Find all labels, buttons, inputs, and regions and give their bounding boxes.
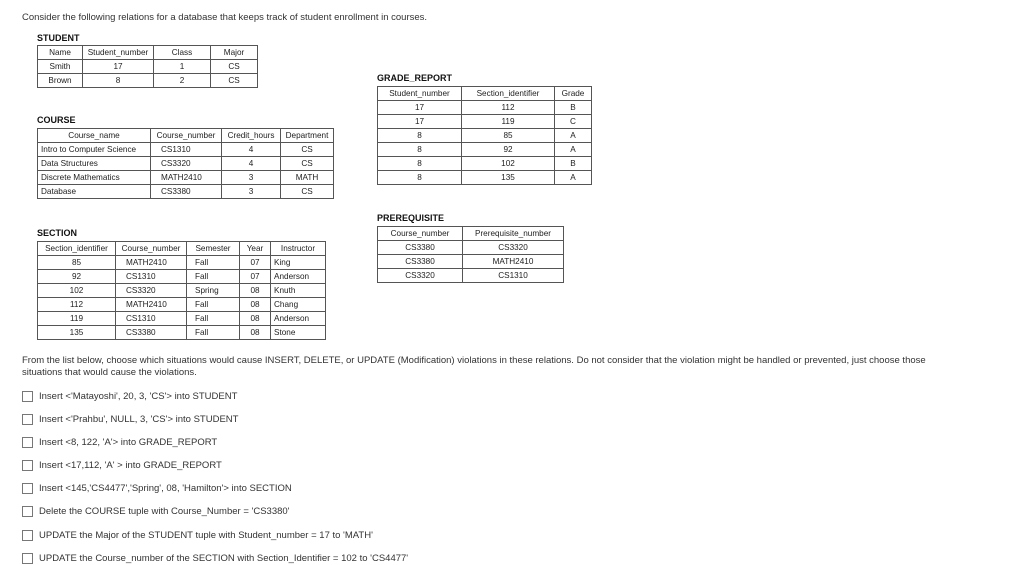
- course-table-title: COURSE: [37, 115, 76, 125]
- table-row: [378, 129, 592, 143]
- option-label: Insert <'Matayoshi', 20, 3, 'CS'> into STUDENT: [39, 390, 238, 402]
- table-cell: King: [271, 256, 326, 270]
- table-cell: 08: [240, 284, 271, 298]
- table-cell: Chang: [271, 298, 326, 312]
- table-cell: 08: [240, 326, 271, 340]
- table-row: [378, 101, 592, 115]
- column-header: Grade: [555, 87, 592, 101]
- table-cell: CS: [281, 185, 334, 199]
- table-cell: 17: [378, 101, 462, 115]
- table-cell: CS1310: [463, 269, 564, 283]
- table-cell: 4: [222, 157, 281, 171]
- column-header: Course_number: [378, 227, 463, 241]
- table-cell: 17: [378, 115, 462, 129]
- table-row: [38, 256, 326, 270]
- table-row: [378, 115, 592, 129]
- table-cell: Data Structures: [38, 157, 151, 171]
- student-table-title: STUDENT: [37, 33, 80, 43]
- table-row: [378, 157, 592, 171]
- table-cell: Fall: [187, 270, 240, 284]
- table-cell: CS: [211, 74, 258, 88]
- table-row: [38, 284, 326, 298]
- option-item[interactable]: [22, 504, 289, 518]
- option-label: Delete the COURSE tuple with Course_Number = 'CS3380': [39, 505, 290, 517]
- table-cell: A: [555, 171, 592, 185]
- table-cell: 1: [154, 60, 211, 74]
- column-header: Year: [240, 242, 271, 256]
- table-cell: CS: [281, 157, 334, 171]
- table-cell: 07: [240, 256, 271, 270]
- option-label: Insert <145,'CS4477','Spring', 08, 'Hamilton'> into SECTION: [39, 482, 292, 494]
- table-row: [38, 326, 326, 340]
- table-cell: CS3380: [116, 326, 187, 340]
- table-row: [38, 270, 326, 284]
- column-header: Major: [211, 46, 258, 60]
- table-cell: 102: [462, 157, 555, 171]
- table-cell: CS3320: [378, 269, 463, 283]
- option-label: Insert <17,112, 'A' > into GRADE_REPORT: [39, 459, 222, 471]
- column-header: Department: [281, 129, 334, 143]
- table-cell: Fall: [187, 298, 240, 312]
- table-cell: MATH2410: [116, 298, 187, 312]
- table-cell: CS1310: [151, 143, 222, 157]
- table-cell: 07: [240, 270, 271, 284]
- table-cell: 2: [154, 74, 211, 88]
- table-cell: Intro to Computer Science: [38, 143, 151, 157]
- table-row: [38, 298, 326, 312]
- table-cell: CS3380: [378, 255, 463, 269]
- course-table: [37, 128, 334, 199]
- option-item[interactable]: [22, 551, 408, 565]
- checkbox[interactable]: [22, 391, 33, 402]
- column-header: Semester: [187, 242, 240, 256]
- table-cell: 08: [240, 298, 271, 312]
- table-cell: 17: [83, 60, 154, 74]
- table-cell: 85: [462, 129, 555, 143]
- table-row: [38, 312, 326, 326]
- column-header: Section_identifier: [38, 242, 116, 256]
- table-row: [38, 143, 334, 157]
- table-cell: 92: [38, 270, 116, 284]
- table-cell: CS1310: [116, 312, 187, 326]
- checkbox[interactable]: [22, 530, 33, 541]
- table-cell: 92: [462, 143, 555, 157]
- table-cell: 08: [240, 312, 271, 326]
- column-header: Course_number: [116, 242, 187, 256]
- table-cell: Fall: [187, 312, 240, 326]
- table-cell: MATH2410: [151, 171, 222, 185]
- table-row: [378, 143, 592, 157]
- table-cell: MATH: [281, 171, 334, 185]
- table-cell: MATH2410: [463, 255, 564, 269]
- checkbox[interactable]: [22, 414, 33, 425]
- section-table: [37, 241, 326, 340]
- column-header: Class: [154, 46, 211, 60]
- checkbox[interactable]: [22, 460, 33, 471]
- option-item[interactable]: [22, 435, 217, 449]
- column-header: Section_identifier: [462, 87, 555, 101]
- table-cell: Database: [38, 185, 151, 199]
- table-cell: Brown: [38, 74, 83, 88]
- table-cell: Anderson: [271, 312, 326, 326]
- column-header: Name: [38, 46, 83, 60]
- table-cell: 85: [38, 256, 116, 270]
- table-cell: B: [555, 157, 592, 171]
- table-cell: CS3320: [116, 284, 187, 298]
- table-cell: 8: [378, 171, 462, 185]
- option-item[interactable]: [22, 458, 222, 472]
- student-table: [37, 45, 258, 88]
- option-item[interactable]: [22, 412, 238, 426]
- table-cell: Spring: [187, 284, 240, 298]
- table-cell: MATH2410: [116, 256, 187, 270]
- column-header: Student_number: [378, 87, 462, 101]
- table-cell: A: [555, 143, 592, 157]
- table-cell: 4: [222, 143, 281, 157]
- table-cell: 119: [38, 312, 116, 326]
- table-cell: Smith: [38, 60, 83, 74]
- table-cell: 135: [38, 326, 116, 340]
- table-cell: 8: [83, 74, 154, 88]
- column-header: Student_number: [83, 46, 154, 60]
- table-cell: 135: [462, 171, 555, 185]
- prerequisite-table-title: PREREQUISITE: [377, 213, 445, 223]
- table-cell: CS3380: [378, 241, 463, 255]
- table-cell: Fall: [187, 256, 240, 270]
- option-label: Insert <8, 122, 'A'> into GRADE_REPORT: [39, 436, 218, 448]
- table-cell: 112: [38, 298, 116, 312]
- checkbox[interactable]: [22, 483, 33, 494]
- option-item[interactable]: [22, 481, 292, 495]
- column-header: Course_name: [38, 129, 151, 143]
- table-cell: Discrete Mathematics: [38, 171, 151, 185]
- table-row: [38, 60, 258, 74]
- table-cell: 8: [378, 157, 462, 171]
- table-row: [38, 74, 258, 88]
- table-cell: A: [555, 129, 592, 143]
- checkbox[interactable]: [22, 506, 33, 517]
- column-header: Credit_hours: [222, 129, 281, 143]
- table-row: [38, 185, 334, 199]
- option-item[interactable]: [22, 528, 373, 542]
- table-cell: Knuth: [271, 284, 326, 298]
- column-header: Instructor: [271, 242, 326, 256]
- table-row: [38, 157, 334, 171]
- column-header: Course_number: [151, 129, 222, 143]
- question-text: From the list below, choose which situations would cause INSERT, DELETE, or UPDATE (Modification) violations in these relations. Do not consider that the violation might be handled or prevented, just choose those situations that would cause the violations.: [22, 355, 926, 378]
- prerequisite-table: [377, 226, 564, 283]
- table-cell: 3: [222, 185, 281, 199]
- option-label: Insert <'Prahbu', NULL, 3, 'CS'> into STUDENT: [39, 413, 239, 425]
- column-header: Prerequisite_number: [463, 227, 564, 241]
- table-cell: 3: [222, 171, 281, 185]
- table-row: [378, 269, 564, 283]
- table-cell: 102: [38, 284, 116, 298]
- table-cell: Anderson: [271, 270, 326, 284]
- table-cell: Fall: [187, 326, 240, 340]
- table-cell: 8: [378, 129, 462, 143]
- table-cell: 112: [462, 101, 555, 115]
- table-cell: 119: [462, 115, 555, 129]
- option-label: UPDATE the Course_number of the SECTION with Section_Identifier = 102 to 'CS4477': [39, 552, 409, 564]
- grade-report-table: [377, 86, 592, 185]
- checkbox[interactable]: [22, 437, 33, 448]
- table-row: [38, 171, 334, 185]
- intro-text: Consider the following relations for a database that keeps track of student enrollment in courses.: [22, 12, 428, 23]
- table-cell: CS1310: [116, 270, 187, 284]
- table-cell: C: [555, 115, 592, 129]
- section-table-title: SECTION: [37, 228, 78, 238]
- table-row: [378, 255, 564, 269]
- option-label: UPDATE the Major of the STUDENT tuple with Student_number = 17 to 'MATH': [39, 529, 373, 541]
- option-item[interactable]: [22, 389, 237, 403]
- table-cell: 8: [378, 143, 462, 157]
- table-cell: B: [555, 101, 592, 115]
- table-cell: CS3380: [151, 185, 222, 199]
- table-cell: CS: [211, 60, 258, 74]
- grade-report-table-title: GRADE_REPORT: [377, 73, 453, 83]
- table-row: [378, 241, 564, 255]
- table-cell: CS3320: [463, 241, 564, 255]
- table-cell: CS: [281, 143, 334, 157]
- table-cell: Stone: [271, 326, 326, 340]
- table-row: [378, 171, 592, 185]
- checkbox[interactable]: [22, 553, 33, 564]
- table-cell: CS3320: [151, 157, 222, 171]
